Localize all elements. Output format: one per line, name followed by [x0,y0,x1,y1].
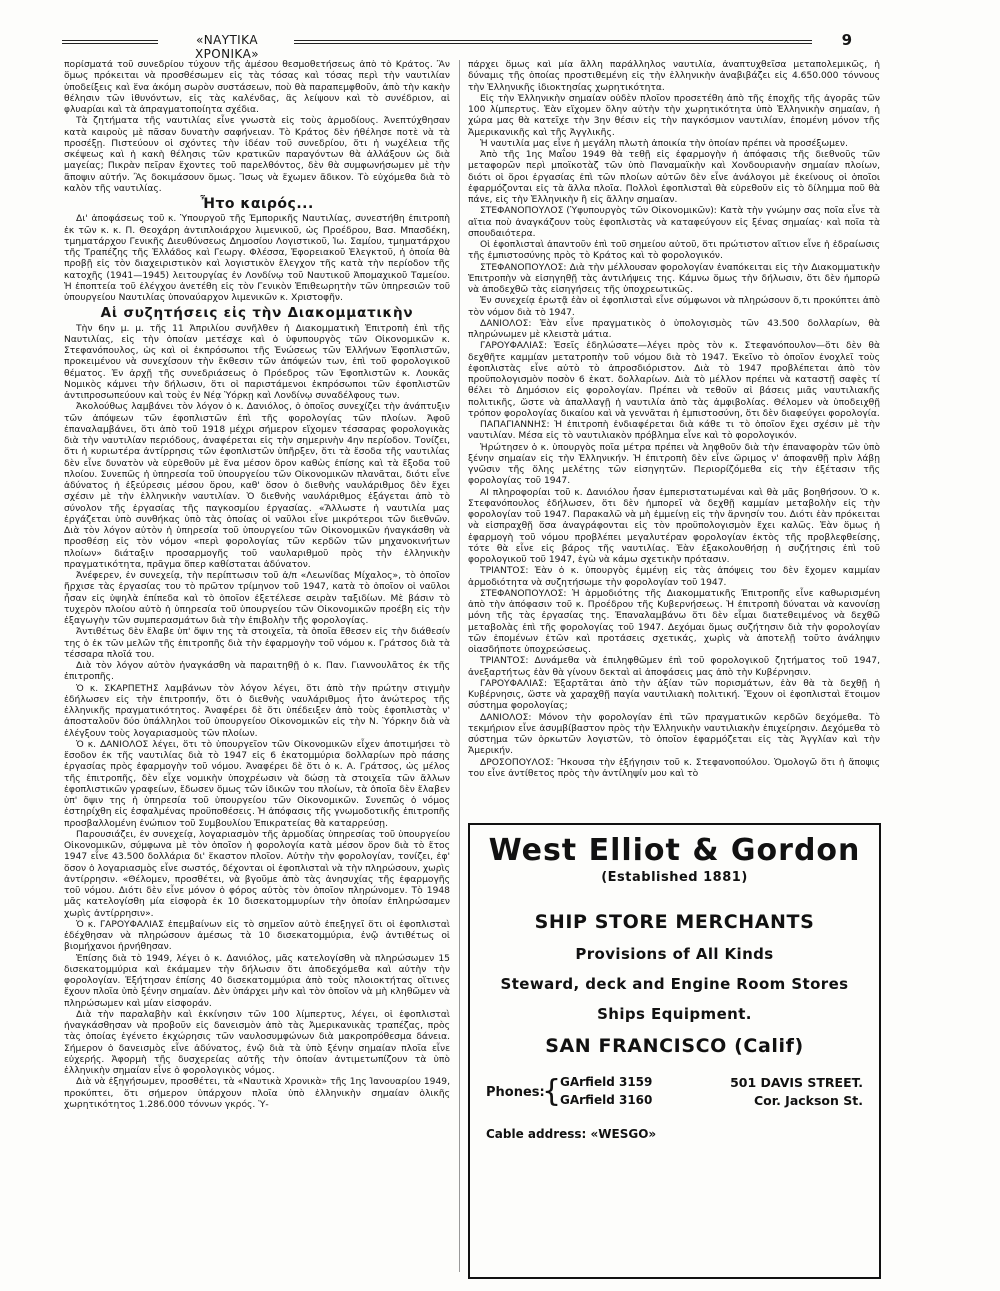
paragraph: Τὰ ζητήματα τῆς ναυτιλίας εἶνε γνωστὰ εἰς τοὺς ἁρμοδίους. Ἀνεπτύχθησαν κατὰ καιροὺς μὲ πᾶσαν δυνατὴν σαφήνειαν. Τὸ Κράτος δὲν ἠθέλησε ποτὲ νὰ τὰ προσέξῃ. Πιστεύουν οἱ σχόντες τὴν ἰδέαν τοῦ συνεδρίου, ὅτι ἡ νωχέλεια τῆς σκέψεως καὶ ἡ κακὴ θέλησις τῶν κρατικῶν παραγόντων θὰ ἀλλάξουν ὡς διὰ μαγείας; Πικρὰν πεῖραν ἔχοντες τοῦ παρελθόντος, δὲν θὰ συμφωνήσωμεν μὲ τὴν ἄποψιν αὐτήν. Ἂς δοκιμάσουν ὅμως. Ἴσως νὰ ἔχωμεν ἄδικον. Τὸ εὐχόμεθα διὰ τὸ καλὸν τῆς ναυτιλίας. [64,116,450,194]
paragraph: ΔΑΝΙΟΛΟΣ: Ἐὰν εἶνε πραγματικὸς ὁ ὑπολογισμὸς τῶν 43.500 δολλαρίων, θὰ πληρώνωμεν μὲ κλειστὰ μάτια. [468,318,880,340]
paragraph: Ἀντιθέτως δὲν ἔλαβε ὑπ' ὄψιν της τὰ στοιχεῖα, τὰ ὁποῖα ἔθεσεν εἰς τὴν διάθεσίν της ὁ ἐκ τῶν μελῶν τῆς ἐπιτροπῆς διὰ τὴν ἐφαρμογὴν τοῦ νόμου κ. Γράτσος διὰ τὰ τέσσαρα πλοῖά του. [64,627,450,660]
paragraph: Ἀνέφερεν, ἐν συνεχείᾳ, τὴν περίπτωσιν τοῦ ἀ/π «Λεωνίδας Μίχαλος», τὸ ὁποῖον ἤρχισε τὰς ἐργασίας του τὸ πρῶτον τρίμηνον τοῦ 1947, κατὰ τὸ ὁποῖον οἱ ναῦλοι ἦσαν εἰς ὑψηλὰ ἐπίπεδα καὶ τὸ ὁποῖον ἐξετέλεσε σειρὰν ταξιδίων. Μὲ βάσιν τὸ τυχερὸν πλοίου αὐτὸ ἡ ὑπηρεσία τοῦ ὑπουργείου τῶν Οἰκονομικῶν προέβη εἰς τὴν ἐξαγωγὴν τῶν συμπερασμάτων διὰ τὴν ἐπιβολὴν τῆς φορολογίας. [64,571,450,626]
paragraph: Ἀπὸ τῆς 1ης Μαΐου 1949 θὰ τεθῇ εἰς ἐφαρμογὴν ἡ ἀπόφασις τῆς διεθνοῦς τῶν μεταφορῶν περὶ μποϊκοτὰζ τῶν ὑπὸ Παναμαϊκὴν καὶ Χονδουριανὴν σημαίαν πλοίων, διότι οἱ ὅροι ἐργασίας ἐπὶ τῶν πλοίων αὐτῶν δὲν εἶνε ἀνάλογοι μὲ ἐκείνους οἱ ὁποῖοι ἐφαρμόζονται εἰς τὰ ἄλλα πλοῖα. Πολλοὶ ἐφοπλισταὶ θὰ εὑρεθοῦν εἰς τὸ δίλημμα ποῦ θὰ πάνε, εἰς τὴν Ἑλληνικὴν ἢ εἰς ἄλλην σημαίαν. [468,150,880,205]
ad-company-name: West Elliot & Gordon [488,833,861,868]
ad-city: SAN FRANCISCO (Calif) [545,1035,804,1057]
header-rule-right [294,40,812,44]
paragraph: ΣΤΕΦΑΝΟΠΟΥΛΟΣ: Ἡ ἁρμοδιότης τῆς Διακομματικῆς Ἐπιτροπῆς εἶνε καθωρισμένη ἀπὸ τὴν ἀπόφασιν τοῦ κ. Προέδρου τῆς Κυβερνήσεως. Ἡ ἐπιτροπὴ δύναται νὰ κανονίσῃ μόνη τῆς τὰς ἐργασίας της. Ἐπαναλαμβάνω ὅτι δὲν εἶμαι διατεθειμένος νὰ δεχθῶ μεταβολὰς ἐπὶ τῆς φορολογίας τοῦ 1947. Δεχόμαι ὅμως συζήτησιν διὰ τὴν φορολογίαν τῶν ἑπομένων ἐτῶν καὶ προτάσεις σχετικάς, χωρὶς νὰ ἀποτελῇ τοῦτο ἀνάληψιν οἱασδήποτε ὑποχρεώσεως. [468,588,880,655]
paragraph: ΔΑΝΙΟΛΟΣ: Μόνον τὴν φορολογίαν ἐπὶ τῶν πραγματικῶν κερδῶν δεχόμεθα. Τὸ τεκμήριον εἶνε ἀσυμβίβαστον πρὸς τὴν Ἑλληνικὴν ναυτιλιακὴν ἐπιχείρησιν. Δεχόμεθα τὸ σύστημα τῶν ὁρκωτῶν λογιστῶν, τὸ ὁποῖον ἐφαρμόζεται εἰς τὰς Ἀγγλίαν καὶ τὴν Ἀμερικήν. [468,712,880,757]
column-divider [459,60,460,1272]
paragraph: ΠΑΠΑΓΙΑΝΝΗΣ: Ἡ ἐπιτροπὴ ἐνδιαφέρεται διὰ κάθε τι τὸ ὁποῖον ἔχει σχέσιν μὲ τὴν ναυτιλίαν. Μέσα εἰς τὸ ναυτιλιακὸν πρόβλημα εἶνε καὶ τὸ φορολογικόν. [468,420,880,442]
ad-headline: SHIP STORE MERCHANTS [534,911,815,933]
section-heading: Αἱ συζητήσεις εἰς τὴν Διακομματικὴν [100,305,414,322]
paragraph: Ἐπίσης διὰ τὸ 1949, λέγει ὁ κ. Δανιόλος, μᾶς κατελογίσθη νὰ πληρώσωμεν 15 δισεκατομμύρια καὶ ἐκάμαμεν τὴν δήλωσιν ὅτι ἀποδεχόμεθα καὶ αὐτὴν τὴν φορολογίαν. Ἐξήτησαν ἐπίσης 40 δισεκατομμύρια ἀπὸ τοὺς πλοιοκτήτας οἵτινες ἔχουν πλοῖα ὑπὸ ξένην σημαίαν. Δὲν ὑπάρχει μὴν καὶ τὸν ὁποῖον νὰ μὴ κληθῶμεν νὰ πληρώσωμεν καὶ μίαν εἰσφοράν. [64,953,450,1009]
ad-phone: GArfield 3160 [560,1093,653,1107]
ad-phones-label: Phones: [486,1085,545,1100]
paragraph: Εἰς τὴν Ἑλληνικὴν σημαίαν οὐδὲν πλοῖον προσετέθη ἀπὸ τῆς ἐποχῆς τῆς ἀγορᾶς τῶν 100 λίμπερτυς. Ἐὰν εἴχομεν ὅλην αὐτὴν τὴν χωρητικότητα ὑπὸ Ἑλληνικὴν σημαίαν, ἡ χώρα μας θὰ κατεῖχε τὴν 3ην θέσιν εἰς τὴν παγκόσμιον ναυτιλίαν, ἐπομένη μόνον τῆς Ἀμερικανικῆς καὶ τῆς Ἀγγλικῆς. [468,93,880,138]
brace-icon: { [542,1074,562,1109]
paragraph: ΓΑΡΟΥΦΑΛΙΑΣ: Ἐσεῖς ἐδηλώσατε—λέγει πρὸς τὸν κ. Στεφανόπουλον—ὅτι δὲν θὰ δεχθῆτε καμμίαν μετατροπὴν τοῦ νόμου διὰ τὸ 1947. Ἐκεῖνο τὸ ὁποῖον ἐνοχλεῖ τοὺς ἐφοπλιστὰς εἶνε αὐτὸ τὸ ἀπροσδιόριστον. Διὰ τὸ 1947 προβλέπεται ἀπὸ τὸν προϋπολογισμὸν ποσὸν 6 ἑκατ. δολλαρίων. Διὰ τὸ μέλλον πρέπει νὰ καταστῇ σαφὲς τί θέλει τὸ Δημόσιον εἰς φορολογίαν. Πρέπει νὰ τεθοῦν αἱ βάσεις μιᾶς ναυτιλιακῆς πολιτικῆς, ὥστε νὰ ἀπαλλαγῇ ἡ ναυτιλία ἀπὸ τὰς ἀμφιβολίας. Θέλομεν νὰ ὑποδειχθῇ τρόπον φορολογίας δικαίου καὶ νὰ γεννᾶται ἡ ἐμπιστοσύνη, ὅτι δὲν διαφεύγει φορολογία. [468,341,880,419]
paragraph: Διὰ νὰ ἐξηγήσωμεν, προσθέτει, τὰ «Ναυτικὰ Χρονικὰ» τῆς 1ης Ἰανουαρίου 1949, προκύπτει, ὅτι σήμερον ὑπάρχουν πλοῖα ὑπὸ ἑλληνικὴν σημαίαν ὁλικῆς χωρητικότητος 1.286.000 τόννων γκρός. Ὑ- [64,1077,450,1110]
ad-line: Steward, deck and Engine Room Stores [500,975,849,993]
ad-line: Ships Equipment. [597,1005,752,1023]
paragraph: ΤΡΙΑΝΤΟΣ: Ἐὰν ὁ κ. ὑπουργὸς ἐμμένῃ εἰς τὰς ἀπόψεις του δὲν ἔχομεν καμμίαν ἁρμοδιότητα νὰ συζητήσωμε τὴν φορολογίαν τοῦ 1947. [468,566,880,588]
ad-line: Provisions of All Kinds [575,945,774,963]
ad-phone: GArfield 3159 [560,1075,653,1089]
section-heading: Ἦτο καιρός... [200,196,314,212]
ad-established: (Established 1881) [601,870,748,885]
paragraph: Ἡ ναυτιλία μας εἶνε ἡ μεγάλη πλωτὴ ἀποικία τὴν ὁποίαν πρέπει νὰ προσέξωμεν. [480,138,848,149]
paragraph: Ἠρώτησεν ὁ κ. ὑπουργὸς ποῖα μέτρα πρέπει νὰ ληφθοῦν διὰ τὴν ἐπαναφορὰν τῶν ὑπὸ ξένην σημαίαν εἰς τὴν Ἑλληνικήν. Ἡ ἐπιτροπὴ δὲν εἶνε ὥριμος ν' ἀποφανθῇ πρὶν λάβῃ γνῶσιν τῆς ὅλης μελέτης τῶν εἰσηγητῶν. Περιορίζόμεθα εἰς τὴν ἐξέτασιν τῆς φορολογίας τοῦ 1947. [468,442,880,487]
paragraph: ΔΡΟΣΟΠΟΥΛΟΣ: Ἤκουσα τὴν ἐξήγησιν τοῦ κ. Στεφανοπούλου. Ὁμολογῶ ὅτι ἡ ἄποψις του εἶνε ἀντίθετος πρὸς τὴν ἀντίληψίν μου καὶ τὸ [468,757,880,779]
paragraph: ΤΡΙΑΝΤΟΣ: Δυνάμεθα νὰ ἐπιληφθῶμεν ἐπὶ τοῦ φορολογικοῦ ζητήματος τοῦ 1947, ἀνεξαρτήτως ἐὰν θὰ γίνουν δεκταὶ αἱ ἀποφάσεις μας ἀπὸ τὴν Κυβέρνησιν. [468,656,880,678]
paragraph: Ὁ κ. ΣΚΑΡΠΕΤΗΣ λαμβάνων τὸν λόγον λέγει, ὅτι ἀπὸ τὴν πρώτην στιγμὴν ἐδήλωσεν εἰς τὴν ἐπιτροπήν, ὅτι ὁ διεθνὴς ναυλάριθμος ἦτο ἀνώτερος τῆς ἑλληνικῆς πραγματικότητος. Ἀναφέρει δὲ ὅτι ὑπέδειξεν ἀπὸ τοὺς ἐφοπλιστὰς ν' ἀποσταλοῦν δύο ὑπάλληλοι τοῦ ὑπουργείου Οἰκονομικῶν εἰς τὴν Ν. Ὑόρκην διὰ νὰ ἐλέγξουν τοὺς λογαριασμοὺς τῶν πλοίων. [64,683,450,739]
paragraph: Οἱ ἐφοπλισταὶ ἀπαντοῦν ἐπὶ τοῦ σημείου αὐτοῦ, ὅτι πρώτιστον αἴτιον εἶνε ἡ ἑδραίωσις τῆς ἐμπιστοσύνης πρὸς τὸ Κράτος καὶ τὸ φορολογικόν. [468,240,880,262]
paragraph: ΑΙ πληροφορίαι τοῦ κ. Δανιόλου ἦσαν ἐμπεριστατωμέναι καὶ θὰ μᾶς βοηθήσουν. Ὁ κ. Στεφανόπουλος ἐδήλωσεν, ὅτι δὲν ἠμπορεῖ νὰ δεχθῇ καμμίαν μεταβολὴν εἰς τὴν φορολογίαν τοῦ 1947. Παρακαλῶ νὰ μὴ ἐμμείνῃ εἰς τὴν ἄρνησίν του. Διότι ἐὰν πρόκειται νὰ εἰσπραχθῇ ὅσα ἀναγράφονται εἰς τὸν προϋπολογισμὸν ἔχει καλῶς. Ἐὰν ὅμως ἡ ἐφαρμογὴ τοῦ νόμου προβλέπει μεγαλυτέραν φορολογίαν ἐκτὸς τῆς προβλεφθείσης, τότε θὰ εἶνε εἰς βάρος τῆς ναυτιλίας. Ἐὰν ἐξακολουθήσῃ ἡ συζήτησις ἐπὶ τοῦ φορολογικοῦ τοῦ 1947, ἐγὼ νὰ κάμω σχετικὴν πρότασιν. [468,487,880,565]
paragraph: πορίσματά τοῦ συνεδρίου τύχουν τῆς ἀμέσου θεσμοθετήσεως ἀπὸ τὸ Κράτος. Ἂν ὅμως πρόκειται νὰ προσθέσωμεν εἰς τὰς τόσας καὶ τόσας περὶ τὴν ναυτιλίαν ὑποδείξεις καὶ ἕνα ἀκόμη σωρὸν συστάσεων, ποὺ θὰ παραπεμφθοῦν, ἀπὸ τὴν κακὴν θέλησιν τῶν ἰθυνόντων, εἰς τὰς καλένδας, ἂς λείψουν καὶ τὸ συνέδριον, αἱ φλυαρίαι καὶ τὰ ἀπραγματοποίητα σχέδια. [64,60,450,115]
paragraph: Δι' ἀποφάσεως τοῦ κ. Ὑπουργοῦ τῆς Ἐμπορικῆς Ναυτιλίας, συνεστήθη ἐπιτροπὴ ἐκ τῶν κ. κ. Π. Θεοχάρη ἀντιπλοιάρχου λιμενικοῦ, ὡς Προέδρου, Βασ. Μπασδέκη, τμηματάρχου Γενικῆς Διευθύνσεως Δημοσίου Λογιστικοῦ, Ἰω. Σαμίου, τμηματάρχου τῆς Τραπέζης τῆς Ἑλλάδος καὶ Γεωργ. Φλέσσα, Ἐφορειακοῦ Ἐλεγκτοῦ, ἡ ὁποία θὰ προβῇ εἰς τὸν διαχειριστικὸν καὶ λογιστικὸν ἔλεγχον τῆς κατὰ τὴν περίοδον τῆς κατοχῆς (1941—1945) λειτουργίας ἐν Λονδίνῳ τοῦ Ναυτικοῦ Ἀπομαχικοῦ Ταμείου. Ἡ ἐποπτεία τοῦ ἐλέγχου ἀνετέθη εἰς τὸν Γενικὸν Ἐπιθεωρητὴν τῶν ὑπηρεσιῶν τοῦ ὑπουργείου Ναυτιλίας ὑποναύαρχον λιμενικῶν κ. Χριστοφῆν. [64,214,450,303]
paragraph: Ὁ κ. ΔΑΝΙΟΛΟΣ λέγει, ὅτι τὸ ὑπουργεῖον τῶν Οἰκονομικῶν εἶχεν ἀποτιμήσει τὸ ἔσοδον ἐκ τῆς ναυτιλίας διὰ τὸ 1947 εἰς 6 ἑκατομμύρια δολλαρίων πρὸ πάσης ἐργασίας πρὸς ἐφαρμογὴν τοῦ νόμου. Ἀναφέρει δὲ ὅτι ὁ κ. Α. Γράτσος, ὡς μέλος τῆς ἐπιτροπῆς, δὲν εἶχε νομικὴν ὑποχρέωσιν νὰ δώσῃ τὰ στοιχεῖα τῶν ἄλλων ἐφοπλιστικῶν γραφείων, ἔδωσεν ὅμως τῶν ἰδικῶν του πλοίων, τὰ ὁποῖα δὲν ἔλαβεν ὑπ' ὄψιν της ἡ ὑπηρεσία τοῦ ὑπουργείου τῶν Οἰκονομικῶν. Συνεπῶς ὁ νόμος ἐστηρίχθη εἰς ἐσφαλμένας προϋποθέσεις. Ἡ ἀπόφασις τῆς γνωμοδοτικῆς ἐπιτροπῆς προσβαλλομένη ἐνώπιον τοῦ Συμβουλίου Ἐπικρατείας θὰ καταρρεύσῃ. [64,739,450,829]
article-column-left [64,60,450,1260]
running-header [62,31,852,61]
header-rule-left [62,40,158,44]
ad-contact-block [480,1073,869,1117]
article-column-right [468,60,880,810]
paragraph: Ἀκολούθως λαμβάνει τὸν λόγον ὁ κ. Δανιόλος, ὁ ὁποῖος συνεχίζει τὴν ἀνάπτυξιν τῶν ἀπόψεων τῶν ἐφοπλιστῶν ἐπὶ τῆς φορολογίας τῶν πλοίων. Ἀφοῦ ἐπαναλαμβάνει, ὅτι ἀπὸ τοῦ 1918 μέχρι σήμερον εἴχομεν τέσσαρας φορολογικὰς διὰ τὴν ναυτιλίαν περιόδους, ἀναφέρεται εἰς τὴν σημερινὴν 4ην περίοδον. Τονίζει, ὅτι ἡ κυριωτέρα ἀντίρρησις τῶν ἐφοπλιστῶν ὑπῆρξεν, ὅτι τὰ ἔσοδα τῆς ναυτιλίας δὲν εἶνε δυνατὸν νὰ εὑρεθοῦν μὲ ἕνα μέσον ὅρον καθὼς ἐπίσης καὶ τὰ ἔξοδα τοῦ πλοίου. Συνεπῶς ἡ ὑπηρεσία τοῦ ὑπουργείου τῶν Οἰκονομικῶν πλανᾶται, διότι εἶνε ἀδύνατος ἡ ἐξεύρεσις μέσου ὅρου, καθ' ὅσον ὁ διεθνὴς ναυλάριθμος δὲν ἔχει σχέσιν μὲ τὴν ἑλληνικὴν ναυτιλίαν. Ὁ διεθνὴς ναυλάριθμος ἐξάγεται ἀπὸ τὸ σύνολον τῆς ἐργασίας τῆς παγκοσμίου ἐργασίας. «Ἄλλωστε ἡ ναυτιλία μας ἐργάζεται ὑπὸ συνθήκας ὑπὸ τὰς ὁποίας οἱ ναῦλοι εἶνε μικρότεροι τῶν διεθνῶν. Διὰ τὸν λόγον αὐτὸν ἡ ὑπηρεσία τοῦ ὑπουργείου τῶν Οἰκονομικῶν ἠναγκάσθη νὰ προσθέσῃ εἰς τὸν νόμον «περὶ φορολογίας τῶν κερδῶν τῶν μηχανοκινήτων πλοίων» διάταξιν προσαρμογῆς τοῦ ναυλαριθμοῦ πρὸς τὴν ἑλληνικὴν πραγματικότητα, πρᾶγμα ὅπερ καθίσταται ἀδύνατον. [64,402,450,570]
paragraph: Διὰ τὴν παραλαβὴν καὶ ἐκκίνησιν τῶν 100 λίμπερτυς, λέγει, οἱ ἐφοπλισταὶ ἠναγκάσθησαν νὰ προβοῦν εἰς δανεισμὸν ἀπὸ τὰς Ἀμερικανικὰς τραπέζας, πρὸς τὰς ὁποίας ἐγένετο ἐκχώρησις τῶν ναυλοσυμφώνων διὰ μακροπρόθεσμα δάνεια. Σήμερον ὁ δανεισμὸς εἶνε ἀδύνατος, ἐνῷ διὰ τὰ ὑπὸ ξένην σημαίαν πλοῖα εἶνε εὐχερής. Ἀφορμὴ τῆς δυσχερείας αὐτῆς τὴν ὁποίαν ἀντιμετωπίζουν τὰ ὑπὸ ἑλληνικὴν σημαίαν εἶνε ὁ φορολογικὸς νόμος. [64,1009,450,1076]
paragraph: ΣΤΕΦΑΝΟΠΟΥΛΟΣ (Ὑφυπουργὸς τῶν Οἰκονομικῶν): Κατὰ τὴν γνώμην σας ποῖα εἶνε τὰ αἴτια ποὺ ἀναγκάζουν τοὺς ἐφοπλιστὰς νὰ καταφεύγουν εἰς ξένας σημαίας· καὶ ποῖα τὰ σπουδαιότερα. [468,206,880,239]
paragraph: Ὁ κ. ΓΑΡΟΥΦΑΛΙΑΣ ἐπεμβαίνων εἰς τὸ σημεῖον αὐτὸ ἐπεξηγεῖ ὅτι οἱ ἐφοπλισταὶ ἐδέχθησαν νὰ πληρώσουν ἀμέσως τὰ 10 δισεκατομμύρια, ἐνῷ ἀντιθέτως οἱ βιομήχανοι ἠρνήθησαν. [64,919,450,953]
ad-cable-address: Cable address: «WESGO» [486,1127,657,1141]
paragraph: ΓΑΡΟΥΦΑΛΙΑΣ: Ἐξαρτᾶται ἀπὸ τὴν ἀξίαν τῶν πορισμάτων, ἐὰν θὰ τὰ δεχθῇ ἡ Κυβέρνησις, ὥστε νὰ χαραχθῇ παγία ναυτιλιακὴ πολιτική. Ἔχουν οἱ ἐφοπλισταὶ ἕτοιμον σύστημα φορολογίας; [468,678,880,712]
ad-address: 501 DAVIS STREET. [730,1075,863,1090]
paragraph: Διὰ τὸν λόγον αὐτὸν ἠναγκάσθη νὰ παραιτηθῇ ὁ κ. Παν. Γιαννουλᾶτος ἐκ τῆς ἐπιτροπῆς. [64,661,450,683]
ad-address: Cor. Jackson St. [753,1093,863,1108]
publication-title: «ΝΑΥΤΙΚΑ ΧΡΟΝΙΚΑ» [194,33,260,61]
paragraph: Παρουσιάζει, ἐν συνεχείᾳ, λογαριασμὸν τῆς ἁρμοδίας ὑπηρεσίας τοῦ ὑπουργείου Οἰκονομικῶν, σύμφωνα μὲ τὸν ὁποῖον ἡ φορολογία κατὰ μέσον ὅρον διὰ τὸ ἔτος 1947 εἶνε 43.500 δολλάρια δι' ἕκαστον πλοῖον. Αὐτὴν τὴν φορολογίαν, τονίζει, ἐφ' ὅσον ὁ λογαριασμὸς εἶνε σωστός, δέχονται οἱ ἐφοπλισταὶ νὰ τὴν πληρώσουν, χωρὶς ἀντίρρησιν. «Θέλομεν, προσθέτει, νὰ βγοῦμε ἀπὸ τὰς ἀνησυχίας τῆς ἐφαρμογῆς τοῦ νόμου. Διότι δὲν εἶνε μόνον ὁ φόρος αὐτὸς τὸν ὁποῖον πληρώνομεν. Τὸ 1948 μᾶς κατελογίσθη μία εἰσφορὰ ἐκ 10 δισεκατομμυρίων τὴν ὁποίαν ἐπληρώσαμεν χωρὶς ἀντίρρησιν». [64,829,450,919]
paragraph: Τὴν 6ην μ. μ. τῆς 11 Ἀπριλίου συνῆλθεν ἡ Διακομματικὴ Ἐπιτροπὴ ἐπὶ τῆς Ναυτιλίας, εἰς τὴν ὁποίαν μετέσχε καὶ ὁ ὑφυπουργὸς τῶν Οἰκονομικῶν κ. Στεφανόπουλος, ὡς καὶ οἱ ἐκπρόσωποι τῆς Ἑνώσεως τῶν Ἑλλήνων Ἐφοπλιστῶν, προκειμένου νὰ συνεχίσουν τὴν ἔκθεσιν τῶν ἀπόψεών των, ἐπὶ τοῦ φορολογικοῦ θέματος. Ἐν ἀρχῇ τῆς συνεδριάσεως ὁ Πρόεδρος τῶν Ἐφοπλιστῶν κ. Λουκᾶς Νομικὸς κάμνει τὴν δήλωσιν, ὅτι οἱ παριστάμενοι ἐκπρόσωποι τῶν ἐφοπλιστῶν ἀντιπροσωπεύουν καὶ τοὺς ἐν Νέᾳ Ὑόρκῃ καὶ Λονδίνῳ συναδέλφους των. [64,323,450,401]
paragraph: ΣΤΕΦΑΝΟΠΟΥΛΟΣ: Διὰ τὴν μέλλουσαν φορολογίαν ἐναπόκειται εἰς τὴν Διακομματικὴν Ἐπιτροπὴν νὰ εἰσηγηθῇ τὰς ἀντιλήψεις της. Κάμνω ὅμως τὴν δήλωσιν, ὅτι δὲν ἠμπορῶ νὰ ἀποδεχθῶ τὰς εἰσηγήσεις τῆς ὑποχρεωτικῶς. [468,262,880,295]
page-number: 9 [841,31,852,49]
advertisement-box [468,823,881,1279]
paragraph: Ἐν συνεχείᾳ ἐρωτᾷ ἐὰν οἱ ἐφοπλισταὶ εἶνε σύμφωνοι νὰ πληρώσουν ὅ,τι προκύπτει ἀπὸ τὸν νόμον διὰ τὸ 1947. [468,296,880,318]
paragraph: πάρχει ὅμως καὶ μία ἄλλη παράλληλος ναυτιλία, ἀναπτυχθεῖσα μεταπολεμικῶς, ἡ δύναμις τῆς ὁποίας προστιθεμένη εἰς τὴν ἑλληνικὴν ἀναβιβάζει εἰς 4.650.000 τόννους τὴν Ἑλληνικῆς ἰδιοκτησίας χωρητικότητα. [468,60,880,93]
